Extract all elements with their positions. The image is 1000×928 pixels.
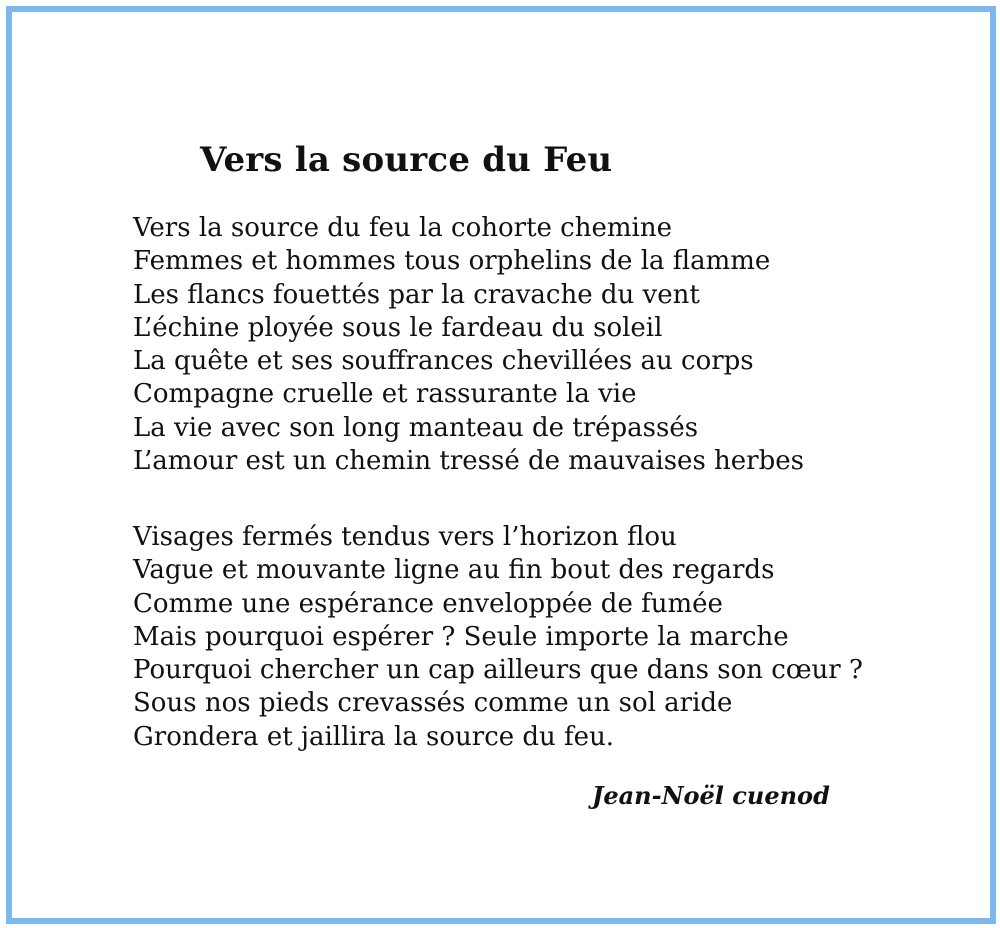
verse-line: Grondera et jaillira la source du feu.: [133, 721, 615, 752]
verse-line: Vague et mouvante ligne au fin bout des regards: [133, 555, 775, 586]
poem-frame: [6, 6, 996, 924]
verse-line: La vie avec son long manteau de trépassés: [133, 412, 699, 443]
verse-line: L’échine ployée sous le fardeau du soleil: [133, 312, 663, 343]
verse-line: Sous nos pieds crevassés comme un sol aride: [133, 688, 733, 719]
verse-line: Compagne cruelle et rassurante la vie: [133, 379, 637, 410]
verse-line: Les flancs fouettés par la cravache du vent: [133, 279, 700, 310]
verse-line: La quête et ses souffrances chevillées au corps: [133, 346, 754, 377]
stanza-1: [133, 212, 804, 478]
poem-author: Jean-Noël cuenod: [592, 781, 830, 810]
verse-line: Femmes et hommes tous orphelins de la flamme: [133, 246, 771, 277]
verse-line: Pourquoi chercher un cap ailleurs que dans son cœur ?: [133, 655, 863, 686]
verse-line: Comme une espérance enveloppée de fumée: [133, 588, 723, 619]
verse-line: Visages fermés tendus vers l’horizon flou: [133, 522, 677, 552]
verse-line: Vers la source du feu la cohorte chemine: [133, 213, 672, 243]
poem-title: Vers la source du Feu: [200, 140, 613, 180]
verse-line: L’amour est un chemin tressé de mauvaises herbes: [133, 446, 804, 477]
stanza-2: [133, 521, 863, 754]
verse-line: Mais pourquoi espérer ? Seule importe la marche: [133, 621, 789, 652]
